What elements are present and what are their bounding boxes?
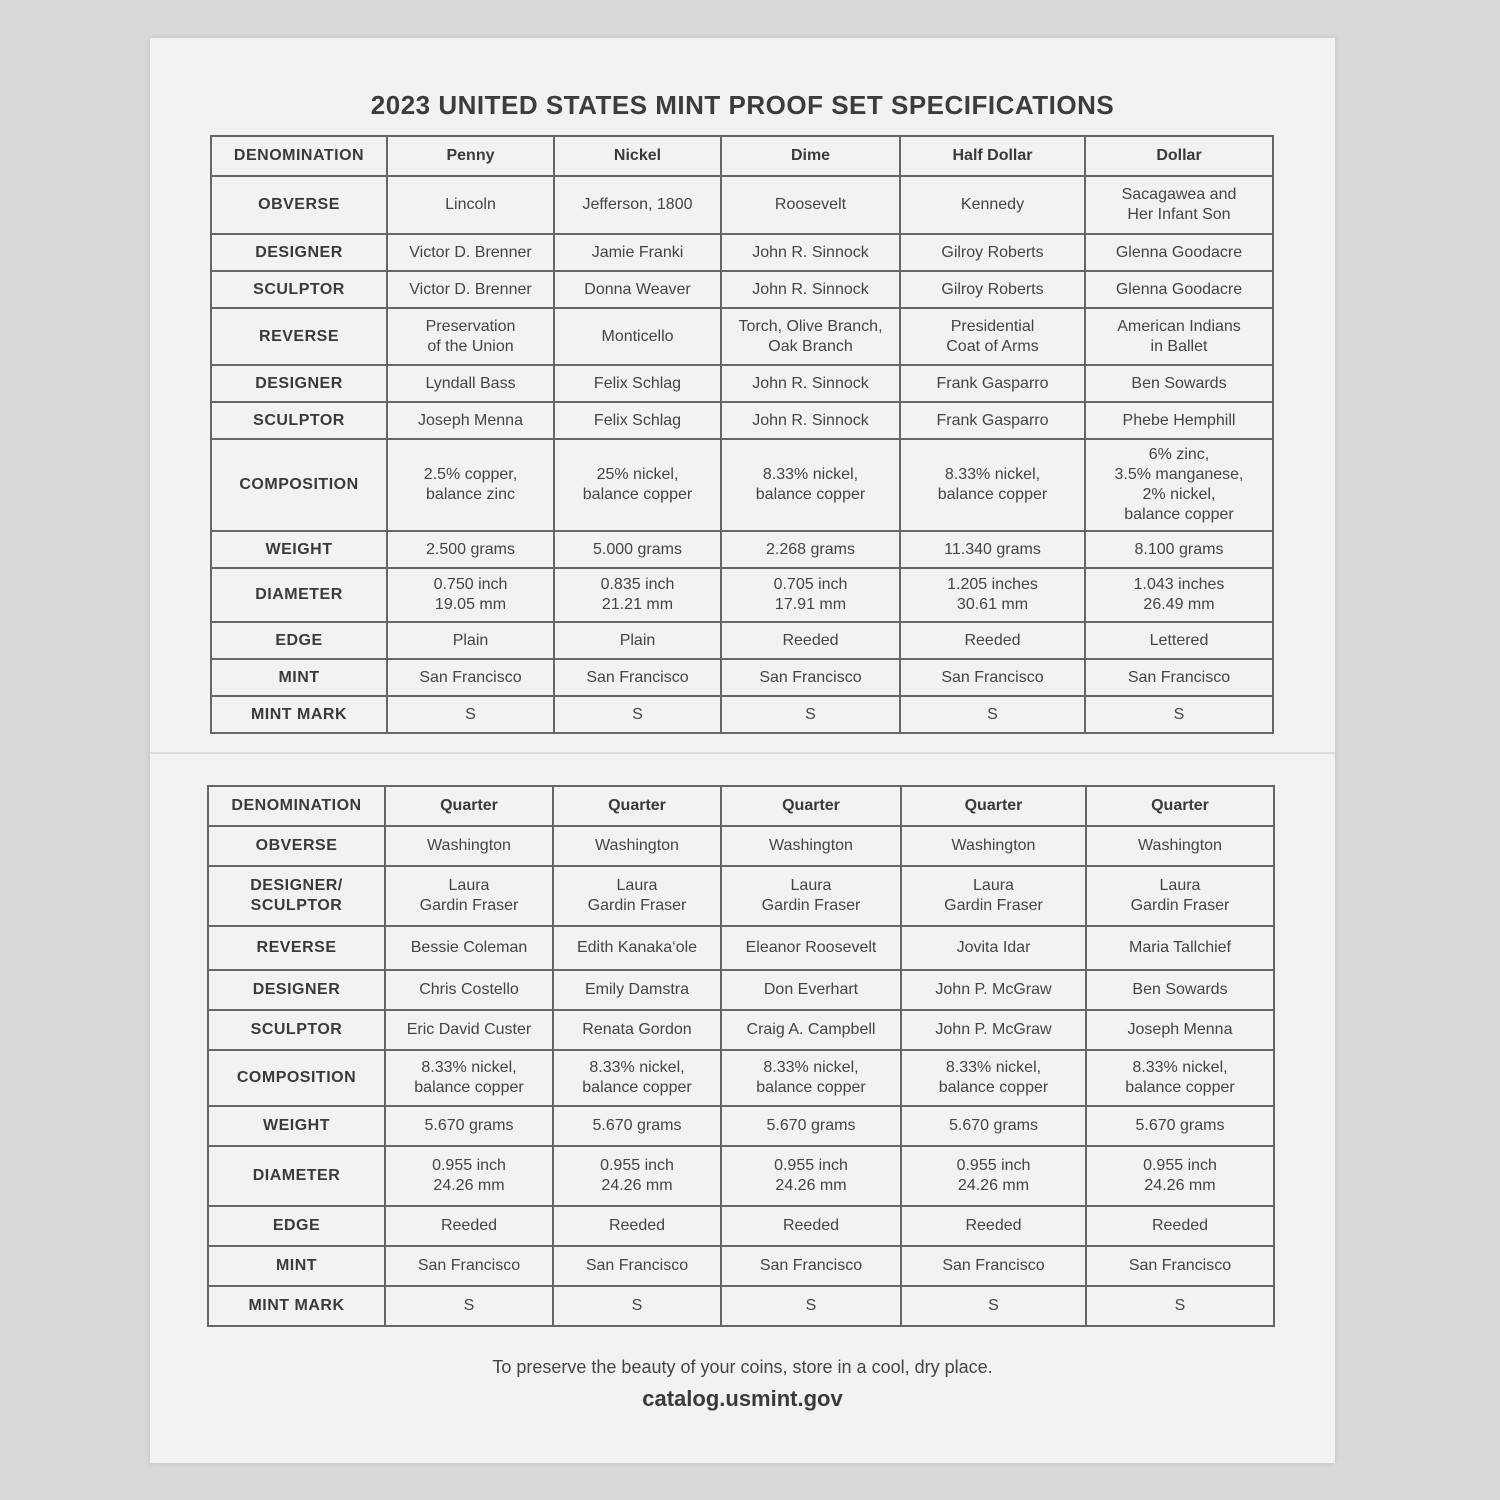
table-row [211, 622, 1273, 659]
table-cell: Maria Tallchief [1086, 926, 1274, 970]
table-row [208, 1010, 1274, 1050]
table-cell: Ben Sowards [1085, 365, 1273, 402]
table-cell: 0.835 inch 21.21 mm [554, 568, 721, 622]
table-row [211, 308, 1273, 365]
table-cell: 1.043 inches 26.49 mm [1085, 568, 1273, 622]
table-cell: 0.955 inch 24.26 mm [901, 1146, 1086, 1206]
row-label: OBVERSE [208, 826, 385, 866]
table-cell: Laura Gardin Fraser [1086, 866, 1274, 926]
table-cell: San Francisco [721, 1246, 901, 1286]
table-cell: 5.670 grams [553, 1106, 721, 1146]
table-row [208, 1146, 1274, 1206]
row-label: MINT [208, 1246, 385, 1286]
table-cell: Donna Weaver [554, 271, 721, 308]
table-cell: 5.670 grams [1086, 1106, 1274, 1146]
table-cell: 5.670 grams [721, 1106, 901, 1146]
table-cell: Plain [554, 622, 721, 659]
table-row [208, 1246, 1274, 1286]
table-cell: 11.340 grams [900, 531, 1085, 568]
table-cell: Joseph Menna [1086, 1010, 1274, 1050]
table-cell: San Francisco [387, 659, 554, 696]
table-cell: Emily Damstra [553, 970, 721, 1010]
row-label: EDGE [208, 1206, 385, 1246]
table-cell: San Francisco [385, 1246, 553, 1286]
table-cell: Reeded [721, 1206, 901, 1246]
table-cell: S [553, 1286, 721, 1326]
table-cell: John R. Sinnock [721, 365, 900, 402]
table-cell: San Francisco [721, 659, 900, 696]
row-label: SCULPTOR [211, 402, 387, 439]
storage-note: To preserve the beauty of your coins, store in a cool, dry place. [492, 1357, 993, 1377]
table-cell: Eric David Custer [385, 1010, 553, 1050]
spec-table-coins [210, 135, 1274, 734]
card-fold [150, 752, 1335, 754]
table-cell: Victor D. Brenner [387, 234, 554, 271]
table-cell: Jamie Franki [554, 234, 721, 271]
table-cell: 8.33% nickel, balance copper [385, 1050, 553, 1106]
column-header: Dime [721, 136, 900, 176]
table1-body [211, 136, 1273, 733]
table-row [211, 568, 1273, 622]
table-cell: 0.705 inch 17.91 mm [721, 568, 900, 622]
table-cell: S [1085, 696, 1273, 733]
column-header: Quarter [1086, 786, 1274, 826]
table-cell: 0.955 inch 24.26 mm [553, 1146, 721, 1206]
table-cell: 8.33% nickel, balance copper [1086, 1050, 1274, 1106]
table-cell: S [385, 1286, 553, 1326]
table-cell: Plain [387, 622, 554, 659]
table-cell: Reeded [1086, 1206, 1274, 1246]
table-cell: Jefferson, 1800 [554, 176, 721, 234]
table-cell: S [900, 696, 1085, 733]
table-cell: John R. Sinnock [721, 234, 900, 271]
table-cell: John P. McGraw [901, 1010, 1086, 1050]
row-label: MINT [211, 659, 387, 696]
table-row [211, 696, 1273, 733]
table-cell: S [387, 696, 554, 733]
column-header: Penny [387, 136, 554, 176]
column-header: Half Dollar [900, 136, 1085, 176]
table-row [211, 271, 1273, 308]
table-cell: 8.33% nickel, balance copper [901, 1050, 1086, 1106]
website-url: catalog.usmint.gov [642, 1386, 843, 1411]
table-cell: Preservation of the Union [387, 308, 554, 365]
table-cell: Presidential Coat of Arms [900, 308, 1085, 365]
table-cell: S [901, 1286, 1086, 1326]
table-cell: S [721, 696, 900, 733]
table-cell: Washington [721, 826, 901, 866]
table-cell: Roosevelt [721, 176, 900, 234]
table-cell: Laura Gardin Fraser [721, 866, 901, 926]
row-label: DIAMETER [211, 568, 387, 622]
table-row [211, 365, 1273, 402]
table-cell: 5.000 grams [554, 531, 721, 568]
row-label: DESIGNER [211, 234, 387, 271]
column-header: Quarter [385, 786, 553, 826]
table-cell: Washington [901, 826, 1086, 866]
table-cell: Reeded [721, 622, 900, 659]
table-cell: American Indians in Ballet [1085, 308, 1273, 365]
table-row [211, 402, 1273, 439]
table-cell: Monticello [554, 308, 721, 365]
table-cell: S [554, 696, 721, 733]
row-label: COMPOSITION [208, 1050, 385, 1106]
table-cell: San Francisco [1085, 659, 1273, 696]
row-label: COMPOSITION [211, 439, 387, 531]
table-row [208, 826, 1274, 866]
table-cell: Washington [1086, 826, 1274, 866]
row-label: WEIGHT [211, 531, 387, 568]
table-cell: Washington [553, 826, 721, 866]
table-cell: Phebe Hemphill [1085, 402, 1273, 439]
table-cell: Torch, Olive Branch, Oak Branch [721, 308, 900, 365]
table-row [211, 531, 1273, 568]
table-cell: Felix Schlag [554, 402, 721, 439]
page-title: 2023 UNITED STATES MINT PROOF SET SPECIFICATIONS [370, 90, 1115, 120]
header-row [208, 786, 1274, 826]
table-cell: Gilroy Roberts [900, 234, 1085, 271]
table-cell: 0.750 inch 19.05 mm [387, 568, 554, 622]
row-label: DESIGNER [208, 970, 385, 1010]
column-header-label: DENOMINATION [208, 786, 385, 826]
table-cell: 2.500 grams [387, 531, 554, 568]
table-cell: Don Everhart [721, 970, 901, 1010]
table-cell: Felix Schlag [554, 365, 721, 402]
table-cell: Lettered [1085, 622, 1273, 659]
column-header: Quarter [901, 786, 1086, 826]
row-label: DIAMETER [208, 1146, 385, 1206]
table-cell: Victor D. Brenner [387, 271, 554, 308]
table-cell: Craig A. Campbell [721, 1010, 901, 1050]
table-cell: Frank Gasparro [900, 365, 1085, 402]
table-row [208, 1286, 1274, 1326]
table-cell: San Francisco [554, 659, 721, 696]
table-cell: San Francisco [900, 659, 1085, 696]
table-cell: San Francisco [901, 1246, 1086, 1286]
row-label: REVERSE [211, 308, 387, 365]
table-cell: Glenna Goodacre [1085, 234, 1273, 271]
table-cell: Kennedy [900, 176, 1085, 234]
table-cell: 0.955 inch 24.26 mm [721, 1146, 901, 1206]
table-cell: 8.33% nickel, balance copper [721, 439, 900, 531]
table-cell: Reeded [385, 1206, 553, 1246]
table-cell: Reeded [901, 1206, 1086, 1246]
table-cell: Gilroy Roberts [900, 271, 1085, 308]
table-cell: Edith Kanaka‘ole [553, 926, 721, 970]
table-cell: San Francisco [553, 1246, 721, 1286]
table-cell: Reeded [553, 1206, 721, 1246]
table-cell: John R. Sinnock [721, 402, 900, 439]
table-cell: Jovita Idar [901, 926, 1086, 970]
table-cell: 2.5% copper, balance zinc [387, 439, 554, 531]
table-row [211, 176, 1273, 234]
table-cell: Sacagawea and Her Infant Son [1085, 176, 1273, 234]
table-cell: 0.955 inch 24.26 mm [1086, 1146, 1274, 1206]
row-label: MINT MARK [208, 1286, 385, 1326]
table-row [211, 234, 1273, 271]
table-row [208, 970, 1274, 1010]
row-label: SCULPTOR [211, 271, 387, 308]
table-cell: Glenna Goodacre [1085, 271, 1273, 308]
table-cell: Ben Sowards [1086, 970, 1274, 1010]
table2-body [208, 786, 1274, 1326]
table-cell: Laura Gardin Fraser [553, 866, 721, 926]
table-cell: John P. McGraw [901, 970, 1086, 1010]
row-label: OBVERSE [211, 176, 387, 234]
row-label: DESIGNER [211, 365, 387, 402]
table-cell: Bessie Coleman [385, 926, 553, 970]
table-cell: Reeded [900, 622, 1085, 659]
table-row [208, 1206, 1274, 1246]
table-cell: Eleanor Roosevelt [721, 926, 901, 970]
table-cell: 8.33% nickel, balance copper [553, 1050, 721, 1106]
table-cell: Laura Gardin Fraser [901, 866, 1086, 926]
table-cell: 2.268 grams [721, 531, 900, 568]
table-row [208, 1050, 1274, 1106]
table-cell: John R. Sinnock [721, 271, 900, 308]
table-cell: Lincoln [387, 176, 554, 234]
table-cell: 6% zinc, 3.5% manganese, 2% nickel, balance copper [1085, 439, 1273, 531]
table-cell: 5.670 grams [901, 1106, 1086, 1146]
table-cell: Joseph Menna [387, 402, 554, 439]
table-row [211, 439, 1273, 531]
column-header-label: DENOMINATION [211, 136, 387, 176]
row-label: DESIGNER/ SCULPTOR [208, 866, 385, 926]
table-row [208, 926, 1274, 970]
table-cell: 25% nickel, balance copper [554, 439, 721, 531]
table-row [211, 659, 1273, 696]
table-cell: 8.33% nickel, balance copper [900, 439, 1085, 531]
table-cell: 8.100 grams [1085, 531, 1273, 568]
table-cell: 0.955 inch 24.26 mm [385, 1146, 553, 1206]
column-header: Dollar [1085, 136, 1273, 176]
row-label: EDGE [211, 622, 387, 659]
table-cell: Laura Gardin Fraser [385, 866, 553, 926]
table-cell: 8.33% nickel, balance copper [721, 1050, 901, 1106]
column-header: Nickel [554, 136, 721, 176]
table-cell: S [1086, 1286, 1274, 1326]
table-cell: Renata Gordon [553, 1010, 721, 1050]
header-row [211, 136, 1273, 176]
row-label: MINT MARK [211, 696, 387, 733]
table-cell: 1.205 inches 30.61 mm [900, 568, 1085, 622]
spec-table-quarters [207, 785, 1275, 1327]
column-header: Quarter [553, 786, 721, 826]
table-cell: 5.670 grams [385, 1106, 553, 1146]
table-row [208, 1106, 1274, 1146]
table-cell: Chris Costello [385, 970, 553, 1010]
table-cell: Frank Gasparro [900, 402, 1085, 439]
row-label: SCULPTOR [208, 1010, 385, 1050]
table-cell: Washington [385, 826, 553, 866]
table-row [208, 866, 1274, 926]
table-cell: San Francisco [1086, 1246, 1274, 1286]
table-cell: Lyndall Bass [387, 365, 554, 402]
column-header: Quarter [721, 786, 901, 826]
row-label: REVERSE [208, 926, 385, 970]
row-label: WEIGHT [208, 1106, 385, 1146]
table-cell: S [721, 1286, 901, 1326]
